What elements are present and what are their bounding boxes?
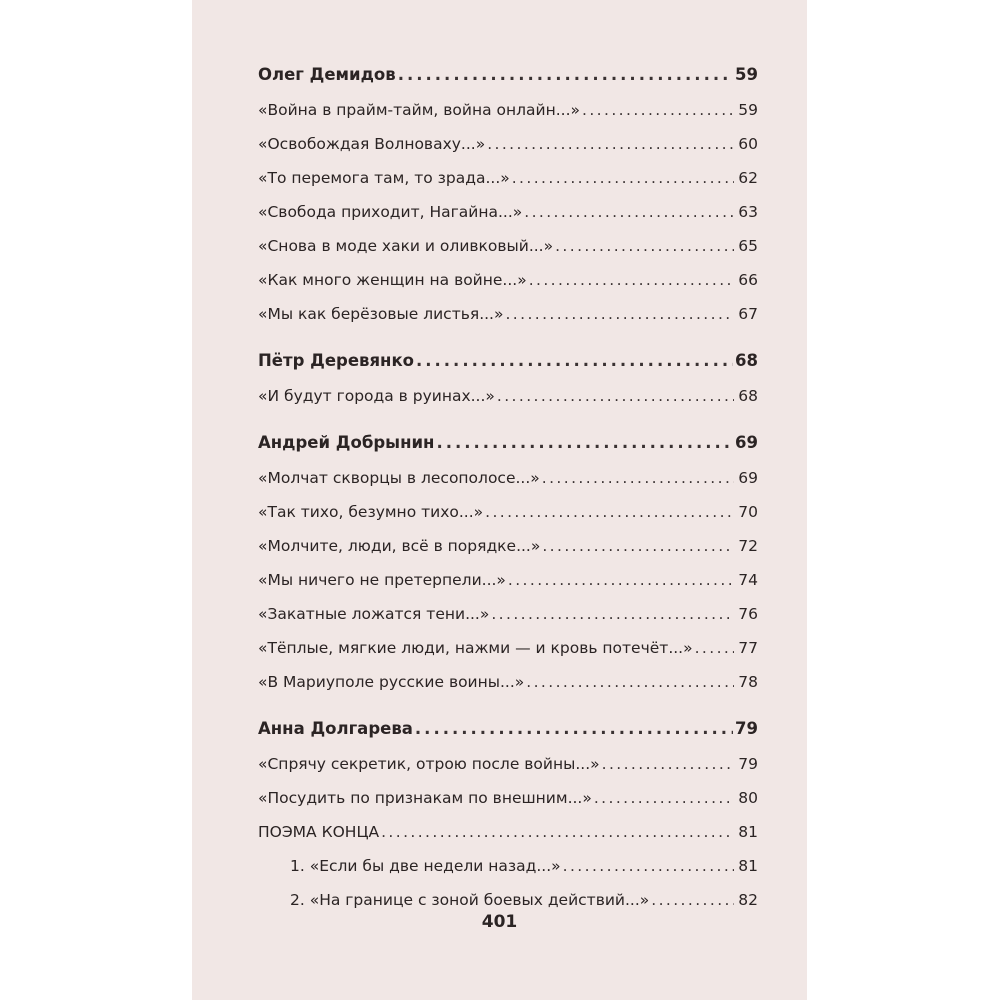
page-ref: 79 <box>738 755 758 773</box>
page-ref: 69 <box>738 469 758 487</box>
entry-title: «Спрячу секретик, отрою после войны...» <box>258 755 600 773</box>
entry-title: «Свобода приходит, Нагайна...» <box>258 203 523 221</box>
page-ref: 74 <box>738 571 758 589</box>
toc-entry <box>258 93 758 127</box>
dot-leader <box>695 631 734 665</box>
entry-title: «И будут города в руинах...» <box>258 387 495 405</box>
toc-entry <box>258 495 758 529</box>
dot-leader <box>582 93 734 127</box>
dot-leader <box>491 597 734 631</box>
entry-title: «Мы как берёзовые листья...» <box>258 305 504 323</box>
dot-leader <box>512 161 734 195</box>
author-name: Андрей Добрынин <box>258 433 435 452</box>
section-gap <box>258 331 758 343</box>
page-ref: 76 <box>738 605 758 623</box>
page-number: 401 <box>481 912 518 932</box>
page-ref: 60 <box>738 135 758 153</box>
toc-entry <box>258 195 758 229</box>
toc-entry <box>258 263 758 297</box>
page-ref: 68 <box>738 387 758 405</box>
toc-entry <box>258 815 758 849</box>
toc-entry <box>258 461 758 495</box>
author-name: Пётр Деревянко <box>258 351 414 370</box>
toc-subentry <box>258 849 758 883</box>
entry-title: «Тёплые, мягкие люди, нажми — и кровь потечёт...» <box>258 639 693 657</box>
page-ref: 81 <box>738 823 758 841</box>
dot-leader <box>529 263 734 297</box>
entry-title: 1. «Если бы две недели назад...» <box>290 857 561 875</box>
page-ref: 59 <box>735 65 758 84</box>
page-ref: 80 <box>738 789 758 807</box>
dot-leader <box>485 495 734 529</box>
page-ref: 81 <box>738 857 758 875</box>
dot-leader <box>505 297 734 331</box>
dot-leader <box>602 747 734 781</box>
dot-leader <box>524 195 734 229</box>
page-ref: 66 <box>738 271 758 289</box>
dot-leader <box>526 665 734 699</box>
page-ref: 72 <box>738 537 758 555</box>
page-ref: 59 <box>738 101 758 119</box>
page-ref: 70 <box>738 503 758 521</box>
entry-title: «Война в прайм-тайм, война онлайн...» <box>258 101 581 119</box>
entry-title: «Закатные ложатся тени...» <box>258 605 490 623</box>
toc-author-row <box>258 343 758 379</box>
toc-entry <box>258 781 758 815</box>
toc-entry <box>258 747 758 781</box>
entry-title: «Мы ничего не претерпели...» <box>258 571 506 589</box>
book-page <box>192 0 807 1000</box>
toc-author-row <box>258 425 758 461</box>
page-ref: 82 <box>738 891 758 909</box>
toc-entry <box>258 631 758 665</box>
toc-entry <box>258 563 758 597</box>
toc-entry <box>258 379 758 413</box>
dot-leader <box>555 229 734 263</box>
dot-leader <box>381 815 734 849</box>
toc-entry <box>258 597 758 631</box>
dot-leader <box>542 529 734 563</box>
toc-author-row <box>258 57 758 93</box>
entry-title: «Освобождая Волноваху...» <box>258 135 486 153</box>
dot-leader <box>542 461 734 495</box>
entry-title: 2. «На границе с зоной боевых действий...» <box>290 891 650 909</box>
page-ref: 65 <box>738 237 758 255</box>
entry-title: «Молчат скворцы в лесополосе...» <box>258 469 540 487</box>
entry-title: «Как много женщин на войне...» <box>258 271 527 289</box>
toc-author-row <box>258 711 758 747</box>
dot-leader <box>398 57 733 93</box>
page-ref: 69 <box>735 433 758 452</box>
dot-leader <box>416 343 733 379</box>
page-ref: 67 <box>738 305 758 323</box>
dot-leader <box>508 563 734 597</box>
entry-title: «Снова в моде хаки и оливковый...» <box>258 237 554 255</box>
author-name: Анна Долгарева <box>258 719 413 738</box>
toc-entry <box>258 529 758 563</box>
dot-leader <box>563 849 734 883</box>
entry-title: «То перемога там, то зрада...» <box>258 169 510 187</box>
dot-leader <box>487 127 734 161</box>
toc-entry <box>258 665 758 699</box>
toc-entry <box>258 297 758 331</box>
entry-title: «Молчите, люди, всё в порядке...» <box>258 537 541 555</box>
table-of-contents <box>258 57 758 917</box>
toc-entry <box>258 229 758 263</box>
page-ref: 62 <box>738 169 758 187</box>
page-ref: 78 <box>738 673 758 691</box>
toc-entry <box>258 161 758 195</box>
entry-title: «В Мариуполе русские воины...» <box>258 673 525 691</box>
entry-title: ПОЭМА КОНЦА <box>258 823 380 841</box>
section-gap <box>258 699 758 711</box>
dot-leader <box>497 379 734 413</box>
section-gap <box>258 413 758 425</box>
page-ref: 77 <box>738 639 758 657</box>
author-name: Олег Демидов <box>258 65 396 84</box>
dot-leader <box>415 711 733 747</box>
entry-title: «Так тихо, безумно тихо...» <box>258 503 484 521</box>
page-ref: 63 <box>738 203 758 221</box>
dot-leader <box>594 781 734 815</box>
toc-entry <box>258 127 758 161</box>
page-ref: 68 <box>735 351 758 370</box>
dot-leader <box>436 425 733 461</box>
page-ref: 79 <box>735 719 758 738</box>
entry-title: «Посудить по признакам по внешним...» <box>258 789 592 807</box>
